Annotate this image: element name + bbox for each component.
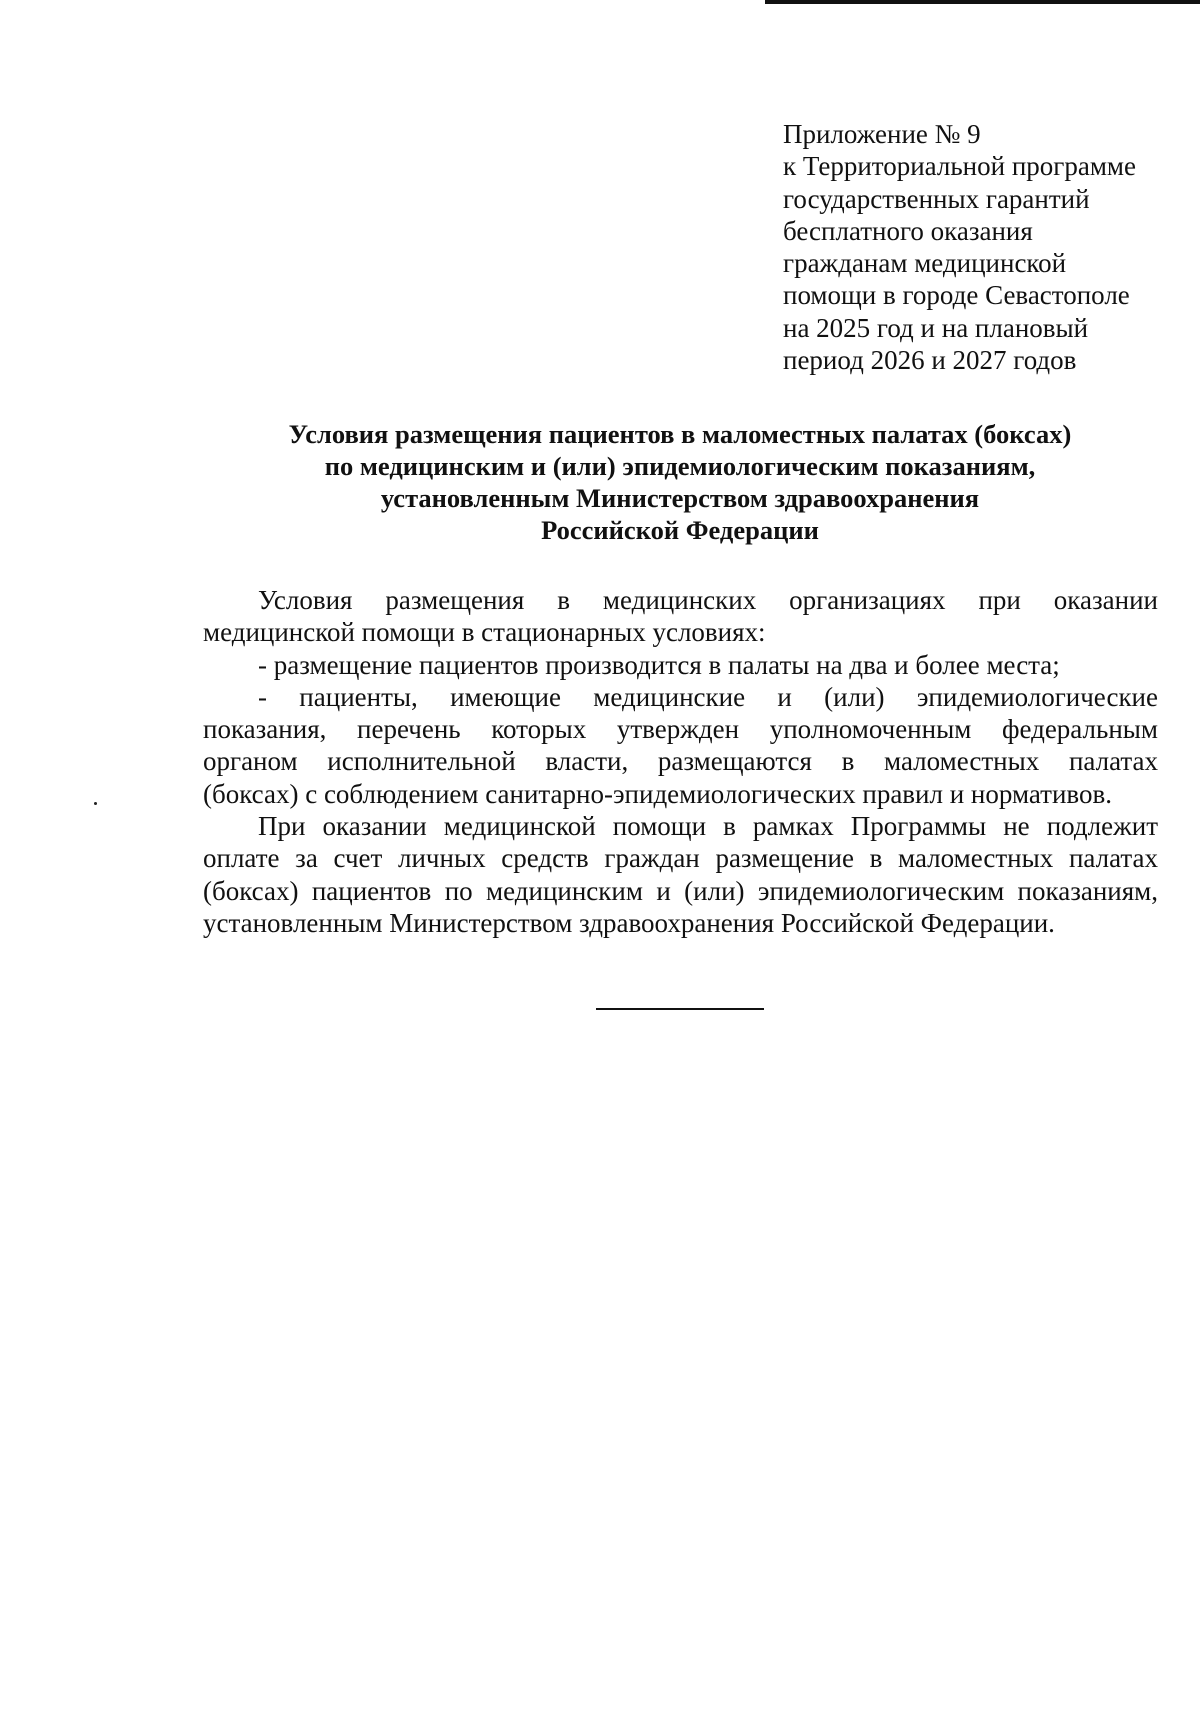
- appendix-line: на 2025 год и на плановый: [783, 312, 1089, 343]
- paragraph-line: медицинской помощи в стационарных условиях:: [203, 617, 766, 648]
- appendix-line: бесплатного оказания: [783, 215, 1033, 246]
- title-line: Условия размещения пациентов в маломестных палатах (боксах): [288, 419, 1072, 449]
- scan-edge-line: [765, 0, 1200, 4]
- paragraph-line: показания, перечень которых утвержден уполномоченным федеральным: [203, 714, 1158, 745]
- appendix-line: помощи в городе Севастополе: [783, 280, 1130, 311]
- document-title: [200, 418, 1160, 546]
- title-line: Российской Федерации: [541, 515, 819, 545]
- paragraph-line: (боксах) с соблюдением санитарно-эпидемиологических правил и нормативов.: [203, 778, 1112, 809]
- paragraph-line: При оказании медицинской помощи в рамках Программы не подлежит: [258, 811, 1158, 842]
- paragraph-line: оплате за счет личных средств граждан размещение в маломестных палатах: [203, 843, 1158, 874]
- paragraph-conditions: [203, 584, 1158, 649]
- paragraph-line: установленным Министерством здравоохранения Российской Федерации.: [203, 907, 1055, 938]
- paragraph-line: (боксах) пациентов по медицинским и (или) эпидемиологическим показаниям,: [203, 875, 1158, 906]
- appendix-line: гражданам медицинской: [783, 248, 1067, 279]
- title-line: установленным Министерством здравоохранения: [380, 483, 980, 513]
- paragraph-placement-rule: [203, 649, 1158, 681]
- end-separator-line: [596, 1008, 764, 1010]
- appendix-line: государственных гарантий: [783, 183, 1090, 214]
- paragraph-line: - пациенты, имеющие медицинские и (или) эпидемиологические: [258, 681, 1158, 712]
- appendix-line: Приложение № 9: [783, 119, 981, 149]
- paragraph-payment: [203, 810, 1158, 939]
- title-line: по медицинским и (или) эпидемиологическим показаниям,: [324, 451, 1036, 481]
- scan-speck: [94, 802, 97, 805]
- appendix-line: период 2026 и 2027 годов: [783, 345, 1077, 376]
- appendix-line: к Территориальной программе: [783, 151, 1136, 182]
- paragraph-line: Условия размещения в медицинских организациях при оказании: [258, 585, 1158, 615]
- appendix-header: [783, 118, 1183, 376]
- paragraph-line: органом исполнительной власти, размещаются в маломестных палатах: [203, 746, 1158, 777]
- paragraph-line: - размещение пациентов производится в палаты на два и более места;: [258, 649, 1060, 680]
- document-body: [203, 584, 1158, 939]
- paragraph-indications: [203, 681, 1158, 810]
